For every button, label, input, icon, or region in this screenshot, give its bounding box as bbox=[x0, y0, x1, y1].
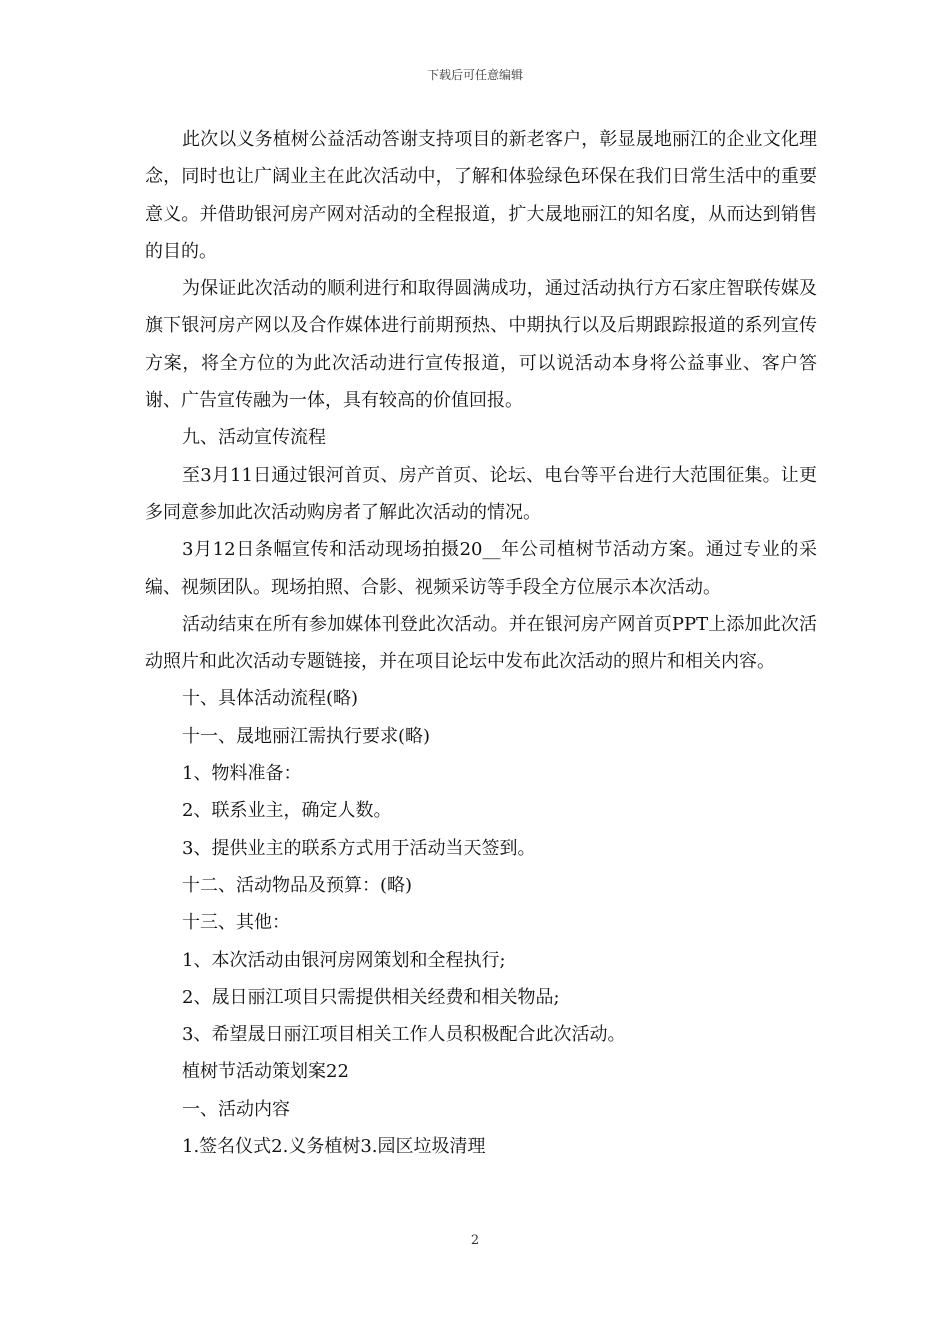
list-item-materials: 1、物料准备： bbox=[182, 763, 302, 785]
list-item-planning: 1、本次活动由银河房网策划和全程执行; bbox=[182, 949, 506, 971]
list-item-contact-owners: 2、联系业主，确定人数。 bbox=[182, 800, 392, 822]
section-heading-content: 一、活动内容 bbox=[182, 1098, 290, 1120]
list-item-activities: 1.签名仪式2.义务植树3.园区垃圾清理 bbox=[182, 1136, 486, 1158]
document-body bbox=[145, 121, 817, 1165]
paragraph-after-event: 活动结束在所有参加媒体刊登此次活动。并在银河房产网首页PPT上添加此次活动照片和此次活动专题链接，并在项目论坛中发布此次活动的照片和相关内容。 bbox=[145, 613, 817, 673]
section-heading-10: 十、具体活动流程(略) bbox=[182, 688, 359, 710]
document-title-22: 植树节活动策划案22 bbox=[182, 1061, 349, 1083]
list-item-funding: 2、晟日丽江项目只需提供相关经费和相关物品; bbox=[182, 986, 560, 1008]
paragraph-march-11: 至3月11日通过银河首页、房产首页、论坛、电台等平台进行大范围征集。让更多同意参加此次活动购房者了解此次活动的情况。 bbox=[145, 464, 817, 523]
section-heading-12: 十二、活动物品及预算：(略) bbox=[182, 874, 413, 896]
paragraph-intro-thanks: 此次以义务植树公益活动答谢支持项目的新老客户，彰显晟地丽江的企业文化理念，同时也让广阔业主在此次活动中，了解和体验绿色环保在我们日常生活中的重要意义。并借助银河房产网对活动的全程报道，扩大晟地丽江的知名度，从而达到销售的目的。 bbox=[145, 129, 817, 262]
section-heading-11: 十一、晟地丽江需执行要求(略) bbox=[182, 725, 431, 747]
list-item-sign-in: 3、提供业主的联系方式用于活动当天签到。 bbox=[182, 837, 536, 859]
page-header-note: 下载后可任意编辑 bbox=[426, 68, 523, 82]
paragraph-media-plan: 为保证此次活动的顺利进行和取得圆满成功，通过活动执行方石家庄智联传媒及旗下银河房产网以及合作媒体进行前期预热、中期执行以及后期跟踪报道的系列宣传方案，将全方位的为此次活动进行宣传报道，可以说活动本身将公益事业、客户答谢、广告宣传融为一体，具有较高的价值回报。 bbox=[145, 278, 817, 412]
section-heading-13: 十三、其他： bbox=[182, 912, 290, 934]
list-item-cooperation: 3、希望晟日丽江项目相关工作人员积极配合此次活动。 bbox=[182, 1024, 626, 1046]
paragraph-march-12: 3月12日条幅宣传和活动现场拍摄20__年公司植树节活动方案。通过专业的采编、视频团队。现场拍照、合影、视频采访等手段全方位展示本次活动。 bbox=[145, 539, 817, 598]
page-number: 2 bbox=[470, 1233, 480, 1248]
section-heading-9: 九、活动宣传流程 bbox=[182, 427, 326, 449]
